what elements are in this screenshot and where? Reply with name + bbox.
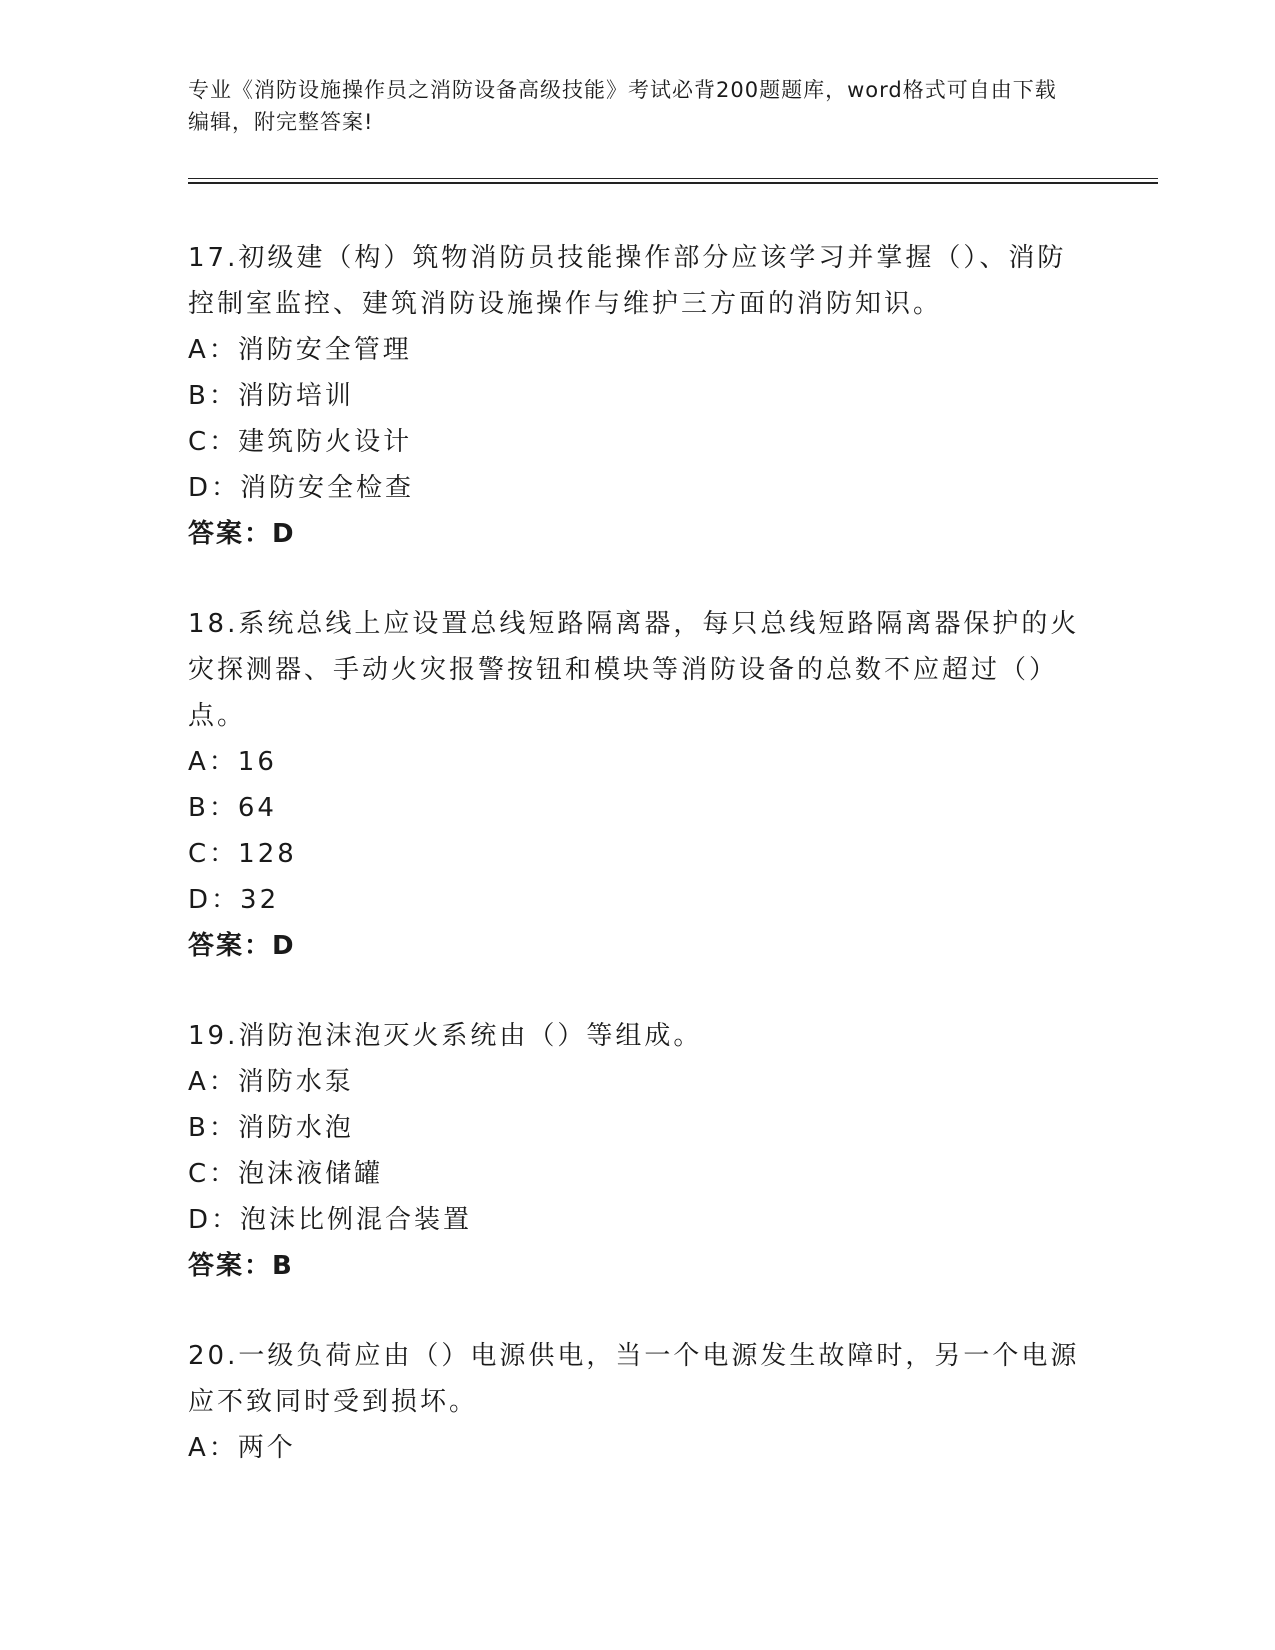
question-18 xyxy=(188,601,1088,969)
question-stem: 19.消防泡沫泡灭火系统由（）等组成。 xyxy=(188,1021,703,1051)
answer-line: 答案：D xyxy=(188,931,296,961)
option-a: A：消防水泵 xyxy=(188,1067,354,1097)
question-gap xyxy=(188,969,1088,1013)
question-list xyxy=(188,235,1088,1471)
question-stem: 20.一级负荷应由（）电源供电，当一个电源发生故障时，另一个电源应不致同时受到损坏。 xyxy=(188,1341,1080,1417)
header-divider-thin xyxy=(188,178,1158,179)
option-d: D：32 xyxy=(188,885,280,915)
question-gap xyxy=(188,557,1088,601)
header-divider-thick xyxy=(188,182,1158,184)
question-19 xyxy=(188,1013,1088,1289)
question-stem: 18.系统总线上应设置总线短路隔离器，每只总线短路隔离器保护的火灾探测器、手动火灾报警按钮和模块等消防设备的总数不应超过（）点。 xyxy=(188,609,1080,731)
option-a: A：两个 xyxy=(188,1433,296,1463)
question-17 xyxy=(188,235,1088,557)
option-a: A：消防安全管理 xyxy=(188,335,412,365)
option-d: D：消防安全检查 xyxy=(188,473,415,503)
option-c: C：建筑防火设计 xyxy=(188,427,413,457)
option-c: C：128 xyxy=(188,839,297,869)
answer-line: 答案：D xyxy=(188,519,296,549)
option-b: B：消防水泡 xyxy=(188,1113,354,1143)
answer-line: 答案：B xyxy=(188,1251,294,1281)
option-b: B：消防培训 xyxy=(188,381,354,411)
question-20 xyxy=(188,1333,1088,1471)
option-c: C：泡沫液储罐 xyxy=(188,1159,384,1189)
option-a: A：16 xyxy=(188,747,277,777)
question-gap xyxy=(188,1289,1088,1333)
option-b: B：64 xyxy=(188,793,277,823)
document-header: 专业《消防设施操作员之消防设备高级技能》考试必背200题题库，word格式可自由下载编辑，附完整答案! xyxy=(188,78,1057,134)
question-stem: 17.初级建（构）筑物消防员技能操作部分应该学习并掌握（）、消防控制室监控、建筑消防设施操作与维护三方面的消防知识。 xyxy=(188,243,1067,319)
option-d: D：泡沫比例混合装置 xyxy=(188,1205,473,1235)
